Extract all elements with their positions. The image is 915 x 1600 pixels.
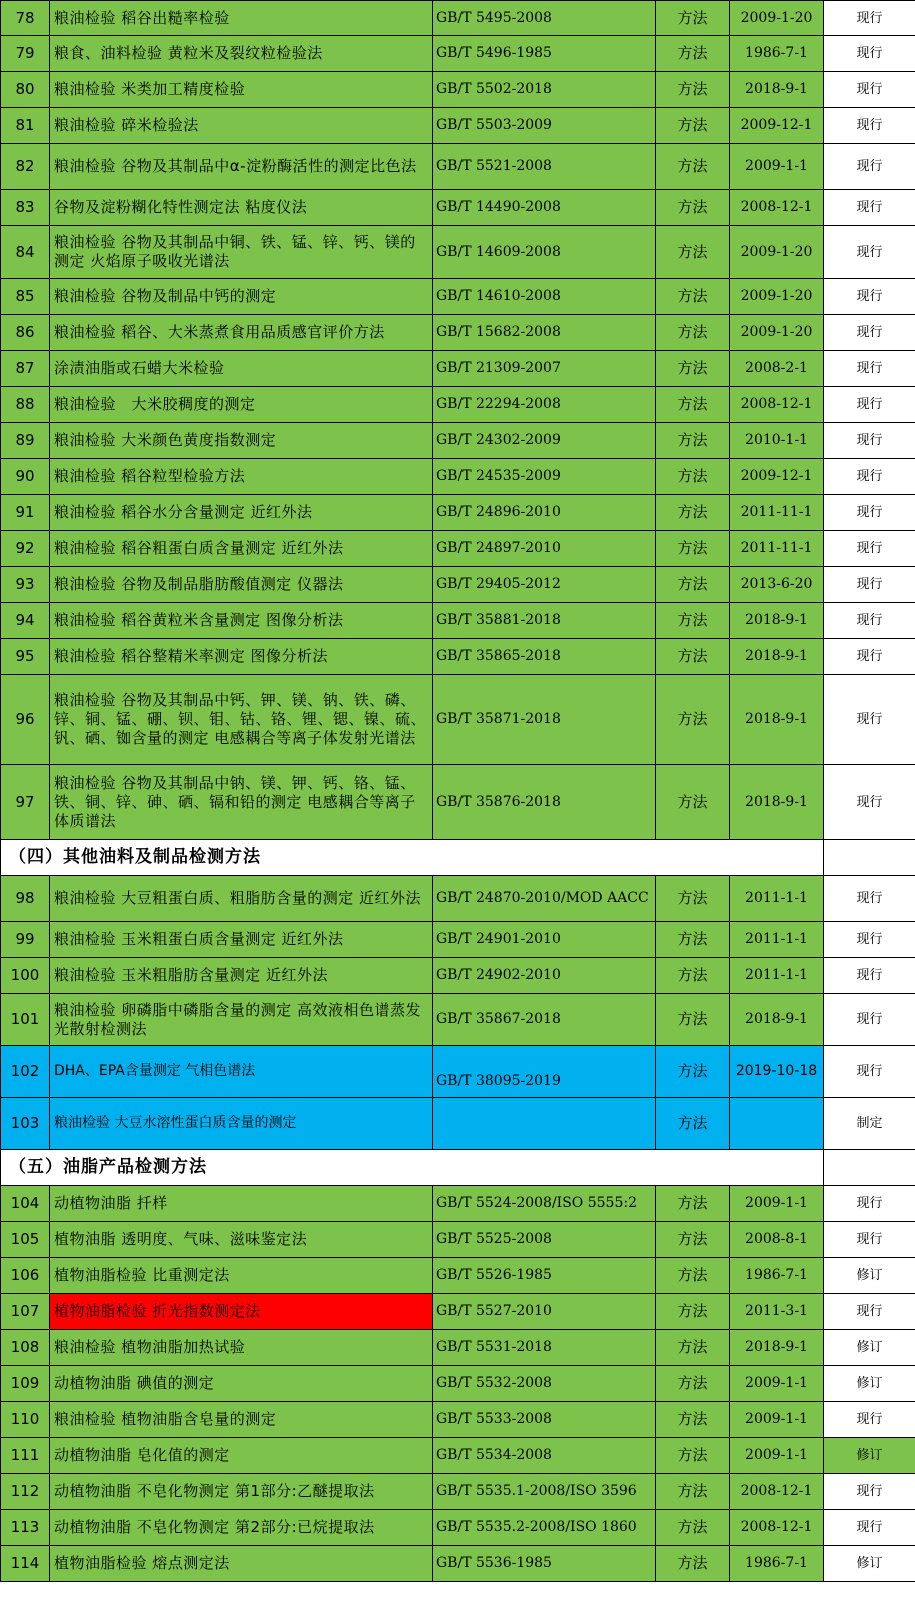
standard-type-cell: 方法: [656, 495, 730, 531]
standard-type-cell: 方法: [656, 922, 730, 958]
table-row: [1, 1, 915, 36]
standard-code-cell: GB/T 24901-2010: [433, 922, 656, 958]
row-number-cell: 95: [1, 639, 50, 675]
standard-name-cell: 粮油检验 大米胶稠度的测定: [50, 387, 433, 423]
standard-code-cell: GB/T 14490-2008: [433, 190, 656, 226]
standard-code-cell: GB/T 5535.1-2008/ISO 3596: [433, 1474, 656, 1510]
status-cell: 现行: [824, 958, 915, 994]
effective-date-cell: 1986-7-1: [730, 1258, 824, 1294]
row-number-cell: 79: [1, 36, 50, 72]
row-number-cell: 114: [1, 1546, 50, 1582]
standard-code-cell: GB/T 21309-2007: [433, 351, 656, 387]
standard-type-cell: 方法: [656, 765, 730, 840]
effective-date-cell: 2011-1-1: [730, 958, 824, 994]
standards-table-body: [1, 1, 915, 1582]
table-row: [1, 279, 915, 315]
row-number-cell: 94: [1, 603, 50, 639]
status-cell: 现行: [824, 1474, 915, 1510]
standard-code-cell: GB/T 5533-2008: [433, 1402, 656, 1438]
table-row: [1, 315, 915, 351]
table-row: [1, 423, 915, 459]
standard-name-cell: 粮油检验 玉米粗蛋白质含量测定 近红外法: [50, 922, 433, 958]
section-header-row: [1, 1150, 915, 1186]
standard-type-cell: 方法: [656, 1258, 730, 1294]
row-number-cell: 106: [1, 1258, 50, 1294]
status-cell: 制定: [824, 1098, 915, 1150]
standard-type-cell: 方法: [656, 567, 730, 603]
row-number-cell: 82: [1, 144, 50, 190]
effective-date-cell: 2018-9-1: [730, 675, 824, 765]
status-cell: 现行: [824, 922, 915, 958]
standard-name-cell: 粮油检验 大豆水溶性蛋白质含量的测定: [50, 1098, 433, 1150]
status-cell: 现行: [824, 765, 915, 840]
row-number-cell: 97: [1, 765, 50, 840]
standard-type-cell: 方法: [656, 958, 730, 994]
row-number-cell: 102: [1, 1046, 50, 1098]
status-cell: 现行: [824, 1402, 915, 1438]
standard-code-cell: GB/T 24902-2010: [433, 958, 656, 994]
standard-name-cell: 粮油检验 植物油脂加热试验: [50, 1330, 433, 1366]
table-row: [1, 144, 915, 190]
section-empty-cell: [824, 1150, 915, 1186]
effective-date-cell: 2009-1-20: [730, 226, 824, 279]
table-row: [1, 1474, 915, 1510]
table-row: [1, 1510, 915, 1546]
standard-type-cell: 方法: [656, 1402, 730, 1438]
row-number-cell: 104: [1, 1186, 50, 1222]
status-cell: 修订: [824, 1438, 915, 1474]
effective-date-cell: 2009-1-1: [730, 1366, 824, 1402]
standard-code-cell: GB/T 5525-2008: [433, 1222, 656, 1258]
standard-name-cell: 粮油检验 谷物及其制品中铜、铁、锰、锌、钙、镁的测定 火焰原子吸收光谱法: [50, 226, 433, 279]
effective-date-cell: 2011-11-1: [730, 531, 824, 567]
status-cell: 现行: [824, 603, 915, 639]
standard-name-cell: 粮油检验 玉米粗脂肪含量测定 近红外法: [50, 958, 433, 994]
status-cell: 现行: [824, 1222, 915, 1258]
effective-date-cell: 2008-12-1: [730, 1510, 824, 1546]
standard-type-cell: 方法: [656, 1474, 730, 1510]
effective-date-cell: 2013-6-20: [730, 567, 824, 603]
standard-code-cell: GB/T 5503-2009: [433, 108, 656, 144]
effective-date-cell: 2009-1-20: [730, 279, 824, 315]
status-cell: 现行: [824, 1186, 915, 1222]
status-cell: 现行: [824, 387, 915, 423]
standard-name-cell: 涂渍油脂或石蜡大米检验: [50, 351, 433, 387]
effective-date-cell: 2009-1-1: [730, 1402, 824, 1438]
standard-code-cell: GB/T 5531-2018: [433, 1330, 656, 1366]
effective-date-cell: 2011-11-1: [730, 495, 824, 531]
effective-date-cell: 2010-1-1: [730, 423, 824, 459]
row-number-cell: 113: [1, 1510, 50, 1546]
section-title: （四）其他油料及制品检测方法: [1, 840, 824, 876]
status-cell: 现行: [824, 36, 915, 72]
standard-name-cell: 粮油检验 大米颜色黄度指数测定: [50, 423, 433, 459]
row-number-cell: 105: [1, 1222, 50, 1258]
standard-name-cell: 粮油检验 谷物及其制品中α-淀粉酶活性的测定比色法: [50, 144, 433, 190]
status-cell: 修订: [824, 1258, 915, 1294]
effective-date-cell: 2018-9-1: [730, 603, 824, 639]
row-number-cell: 108: [1, 1330, 50, 1366]
standard-name-cell: DHA、EPA含量测定 气相色谱法: [50, 1046, 433, 1098]
table-row: [1, 459, 915, 495]
row-number-cell: 90: [1, 459, 50, 495]
standard-code-cell: [433, 1098, 656, 1150]
effective-date-cell: 2018-9-1: [730, 994, 824, 1046]
standard-name-cell: 粮食、油料检验 黄粒米及裂纹粒检验法: [50, 36, 433, 72]
status-cell: 修订: [824, 1330, 915, 1366]
standard-name-cell: 粮油检验 大豆粗蛋白质、粗脂肪含量的测定 近红外法: [50, 876, 433, 922]
row-number-cell: 86: [1, 315, 50, 351]
row-number-cell: 88: [1, 387, 50, 423]
table-row: [1, 108, 915, 144]
status-cell: 现行: [824, 1046, 915, 1098]
table-row: [1, 72, 915, 108]
effective-date-cell: 2018-9-1: [730, 765, 824, 840]
standard-type-cell: 方法: [656, 459, 730, 495]
effective-date-cell: 2011-3-1: [730, 1294, 824, 1330]
table-row: [1, 351, 915, 387]
standard-name-cell: 动植物油脂 皂化值的测定: [50, 1438, 433, 1474]
standard-type-cell: 方法: [656, 72, 730, 108]
row-number-cell: 99: [1, 922, 50, 958]
row-number-cell: 80: [1, 72, 50, 108]
row-number-cell: 98: [1, 876, 50, 922]
standard-code-cell: GB/T 24302-2009: [433, 423, 656, 459]
effective-date-cell: 2008-12-1: [730, 387, 824, 423]
standard-code-cell: GB/T 35867-2018: [433, 994, 656, 1046]
status-cell: 现行: [824, 495, 915, 531]
standard-type-cell: 方法: [656, 639, 730, 675]
standard-code-cell: GB/T 29405-2012: [433, 567, 656, 603]
standard-name-cell: 粮油检验 稻谷水分含量测定 近红外法: [50, 495, 433, 531]
row-number-cell: 84: [1, 226, 50, 279]
standard-type-cell: 方法: [656, 226, 730, 279]
standard-name-cell: 粮油检验 谷物及制品中钙的测定: [50, 279, 433, 315]
status-cell: 现行: [824, 315, 915, 351]
table-row: [1, 1222, 915, 1258]
row-number-cell: 85: [1, 279, 50, 315]
standard-name-cell: 植物油脂检验 熔点测定法: [50, 1546, 433, 1582]
standard-name-cell: 粮油检验 稻谷整精米率测定 图像分析法: [50, 639, 433, 675]
standard-type-cell: 方法: [656, 1330, 730, 1366]
table-row: [1, 958, 915, 994]
standard-name-cell: 植物油脂检验 折光指数测定法: [50, 1294, 433, 1330]
standard-type-cell: 方法: [656, 876, 730, 922]
standard-code-cell: GB/T 5502-2018: [433, 72, 656, 108]
status-cell: 现行: [824, 190, 915, 226]
row-number-cell: 96: [1, 675, 50, 765]
standard-type-cell: 方法: [656, 351, 730, 387]
table-row: [1, 765, 915, 840]
section-empty-cell: [824, 840, 915, 876]
effective-date-cell: 2008-8-1: [730, 1222, 824, 1258]
standard-code-cell: GB/T 5496-1985: [433, 36, 656, 72]
row-number-cell: 93: [1, 567, 50, 603]
table-row: [1, 922, 915, 958]
row-number-cell: 112: [1, 1474, 50, 1510]
standard-type-cell: 方法: [656, 423, 730, 459]
status-cell: 现行: [824, 423, 915, 459]
table-row: [1, 675, 915, 765]
effective-date-cell: 2018-9-1: [730, 639, 824, 675]
table-row: [1, 1258, 915, 1294]
status-cell: 现行: [824, 1, 915, 36]
table-row: [1, 190, 915, 226]
effective-date-cell: 1986-7-1: [730, 36, 824, 72]
effective-date-cell: 2009-1-20: [730, 1, 824, 36]
standard-type-cell: 方法: [656, 1294, 730, 1330]
status-cell: 修订: [824, 1546, 915, 1582]
row-number-cell: 111: [1, 1438, 50, 1474]
standard-type-cell: 方法: [656, 190, 730, 226]
effective-date-cell: 2008-12-1: [730, 190, 824, 226]
standard-code-cell: GB/T 24870-2010/MOD AACC: [433, 876, 656, 922]
standard-type-cell: 方法: [656, 1546, 730, 1582]
standard-name-cell: 粮油检验 稻谷黄粒米含量测定 图像分析法: [50, 603, 433, 639]
standard-type-cell: 方法: [656, 144, 730, 190]
standard-name-cell: 动植物油脂 碘值的测定: [50, 1366, 433, 1402]
standard-code-cell: GB/T 15682-2008: [433, 315, 656, 351]
effective-date-cell: 2009-1-1: [730, 1186, 824, 1222]
standard-type-cell: 方法: [656, 36, 730, 72]
table-row: [1, 994, 915, 1046]
effective-date-cell: [730, 1098, 824, 1150]
standard-type-cell: 方法: [656, 1098, 730, 1150]
standard-type-cell: 方法: [656, 315, 730, 351]
effective-date-cell: 2008-12-1: [730, 1474, 824, 1510]
standard-name-cell: 粮油检验 米类加工精度检验: [50, 72, 433, 108]
standard-code-cell: GB/T 24535-2009: [433, 459, 656, 495]
row-number-cell: 81: [1, 108, 50, 144]
standard-name-cell: 粮油检验 谷物及其制品中钙、钾、镁、钠、铁、磷、锌、铜、锰、硼、钡、钼、钴、铬、锂、锶、镍、硫、钒、硒、铷含量的测定 电感耦合等离子体发射光谱法: [50, 675, 433, 765]
standard-name-cell: 粮油检验 稻谷粗蛋白质含量测定 近红外法: [50, 531, 433, 567]
section-header-row: [1, 840, 915, 876]
table-row: [1, 1546, 915, 1582]
table-row: [1, 639, 915, 675]
row-number-cell: 103: [1, 1098, 50, 1150]
table-row: [1, 1402, 915, 1438]
standard-name-cell: 粮油检验 卵磷脂中磷脂含量的测定 高效液相色谱蒸发光散射检测法: [50, 994, 433, 1046]
standard-type-cell: 方法: [656, 1366, 730, 1402]
table-row: [1, 1098, 915, 1150]
effective-date-cell: 2011-1-1: [730, 876, 824, 922]
row-number-cell: 83: [1, 190, 50, 226]
status-cell: 现行: [824, 459, 915, 495]
section-title: （五）油脂产品检测方法: [1, 1150, 824, 1186]
effective-date-cell: 2018-9-1: [730, 72, 824, 108]
standard-type-cell: 方法: [656, 387, 730, 423]
standard-name-cell: 粮油检验 谷物及制品脂肪酸值测定 仪器法: [50, 567, 433, 603]
standard-code-cell: GB/T 5532-2008: [433, 1366, 656, 1402]
effective-date-cell: 2009-12-1: [730, 459, 824, 495]
status-cell: 现行: [824, 108, 915, 144]
status-cell: 现行: [824, 1294, 915, 1330]
table-row: [1, 1438, 915, 1474]
standard-type-cell: 方法: [656, 1510, 730, 1546]
effective-date-cell: 2011-1-1: [730, 922, 824, 958]
standard-code-cell: GB/T 38095-2019: [433, 1046, 656, 1098]
standard-name-cell: 植物油脂检验 比重测定法: [50, 1258, 433, 1294]
table-row: [1, 1294, 915, 1330]
standard-code-cell: GB/T 24896-2010: [433, 495, 656, 531]
table-row: [1, 603, 915, 639]
status-cell: 现行: [824, 876, 915, 922]
standard-type-cell: 方法: [656, 1186, 730, 1222]
row-number-cell: 92: [1, 531, 50, 567]
standard-code-cell: GB/T 35876-2018: [433, 765, 656, 840]
effective-date-cell: 2018-9-1: [730, 1330, 824, 1366]
standard-name-cell: 植物油脂 透明度、气味、滋味鉴定法: [50, 1222, 433, 1258]
status-cell: 现行: [824, 567, 915, 603]
table-row: [1, 531, 915, 567]
row-number-cell: 87: [1, 351, 50, 387]
row-number-cell: 78: [1, 1, 50, 36]
status-cell: 现行: [824, 144, 915, 190]
standard-code-cell: GB/T 5535.2-2008/ISO 1860: [433, 1510, 656, 1546]
status-cell: 现行: [824, 226, 915, 279]
standard-name-cell: 粮油检验 稻谷、大米蒸煮食用品质感官评价方法: [50, 315, 433, 351]
standard-type-cell: 方法: [656, 279, 730, 315]
standard-name-cell: 谷物及淀粉糊化特性测定法 粘度仪法: [50, 190, 433, 226]
effective-date-cell: 2009-1-20: [730, 315, 824, 351]
standard-code-cell: GB/T 35881-2018: [433, 603, 656, 639]
table-row: [1, 226, 915, 279]
row-number-cell: 101: [1, 994, 50, 1046]
effective-date-cell: 1986-7-1: [730, 1546, 824, 1582]
standard-code-cell: GB/T 5534-2008: [433, 1438, 656, 1474]
standard-code-cell: GB/T 5526-1985: [433, 1258, 656, 1294]
standard-name-cell: 动植物油脂 扦样: [50, 1186, 433, 1222]
standard-code-cell: GB/T 5521-2008: [433, 144, 656, 190]
status-cell: 现行: [824, 994, 915, 1046]
row-number-cell: 100: [1, 958, 50, 994]
standard-type-cell: 方法: [656, 603, 730, 639]
standard-code-cell: GB/T 5536-1985: [433, 1546, 656, 1582]
standard-code-cell: GB/T 5524-2008/ISO 5555:2: [433, 1186, 656, 1222]
standard-code-cell: GB/T 14610-2008: [433, 279, 656, 315]
standard-name-cell: 动植物油脂 不皂化物测定 第1部分:乙醚提取法: [50, 1474, 433, 1510]
standard-type-cell: 方法: [656, 1, 730, 36]
effective-date-cell: 2019-10-18: [730, 1046, 824, 1098]
standard-type-cell: 方法: [656, 1222, 730, 1258]
row-number-cell: 107: [1, 1294, 50, 1330]
standard-code-cell: GB/T 24897-2010: [433, 531, 656, 567]
status-cell: 现行: [824, 1510, 915, 1546]
table-row: [1, 387, 915, 423]
standard-code-cell: GB/T 5495-2008: [433, 1, 656, 36]
table-row: [1, 876, 915, 922]
table-row: [1, 1186, 915, 1222]
row-number-cell: 110: [1, 1402, 50, 1438]
standard-name-cell: 动植物油脂 不皂化物测定 第2部分:已烷提取法: [50, 1510, 433, 1546]
standard-code-cell: GB/T 5527-2010: [433, 1294, 656, 1330]
effective-date-cell: 2008-2-1: [730, 351, 824, 387]
status-cell: 现行: [824, 72, 915, 108]
table-row: [1, 1366, 915, 1402]
standard-name-cell: 粮油检验 植物油脂含皂量的测定: [50, 1402, 433, 1438]
status-cell: 现行: [824, 279, 915, 315]
table-row: [1, 36, 915, 72]
standard-type-cell: 方法: [656, 994, 730, 1046]
standard-code-cell: GB/T 35871-2018: [433, 675, 656, 765]
standard-type-cell: 方法: [656, 1438, 730, 1474]
status-cell: 现行: [824, 639, 915, 675]
row-number-cell: 91: [1, 495, 50, 531]
table-row: [1, 1046, 915, 1098]
status-cell: 现行: [824, 531, 915, 567]
status-cell: 现行: [824, 675, 915, 765]
standard-type-cell: 方法: [656, 108, 730, 144]
table-row: [1, 495, 915, 531]
status-cell: 修订: [824, 1366, 915, 1402]
row-number-cell: 89: [1, 423, 50, 459]
status-cell: 现行: [824, 351, 915, 387]
effective-date-cell: 2009-1-1: [730, 144, 824, 190]
standard-name-cell: 粮油检验 稻谷粒型检验方法: [50, 459, 433, 495]
effective-date-cell: 2009-12-1: [730, 108, 824, 144]
standard-code-cell: GB/T 14609-2008: [433, 226, 656, 279]
standard-code-cell: GB/T 22294-2008: [433, 387, 656, 423]
standard-name-cell: 粮油检验 谷物及其制品中钠、镁、钾、钙、铬、锰、铁、铜、锌、砷、硒、镉和铅的测定 电感耦合等离子体质谱法: [50, 765, 433, 840]
standard-name-cell: 粮油检验 稻谷出糙率检验: [50, 1, 433, 36]
table-row: [1, 1330, 915, 1366]
table-row: [1, 567, 915, 603]
standard-type-cell: 方法: [656, 531, 730, 567]
row-number-cell: 109: [1, 1366, 50, 1402]
effective-date-cell: 2009-1-1: [730, 1438, 824, 1474]
standard-type-cell: 方法: [656, 675, 730, 765]
standard-code-cell: GB/T 35865-2018: [433, 639, 656, 675]
standard-type-cell: 方法: [656, 1046, 730, 1098]
standard-name-cell: 粮油检验 碎米检验法: [50, 108, 433, 144]
